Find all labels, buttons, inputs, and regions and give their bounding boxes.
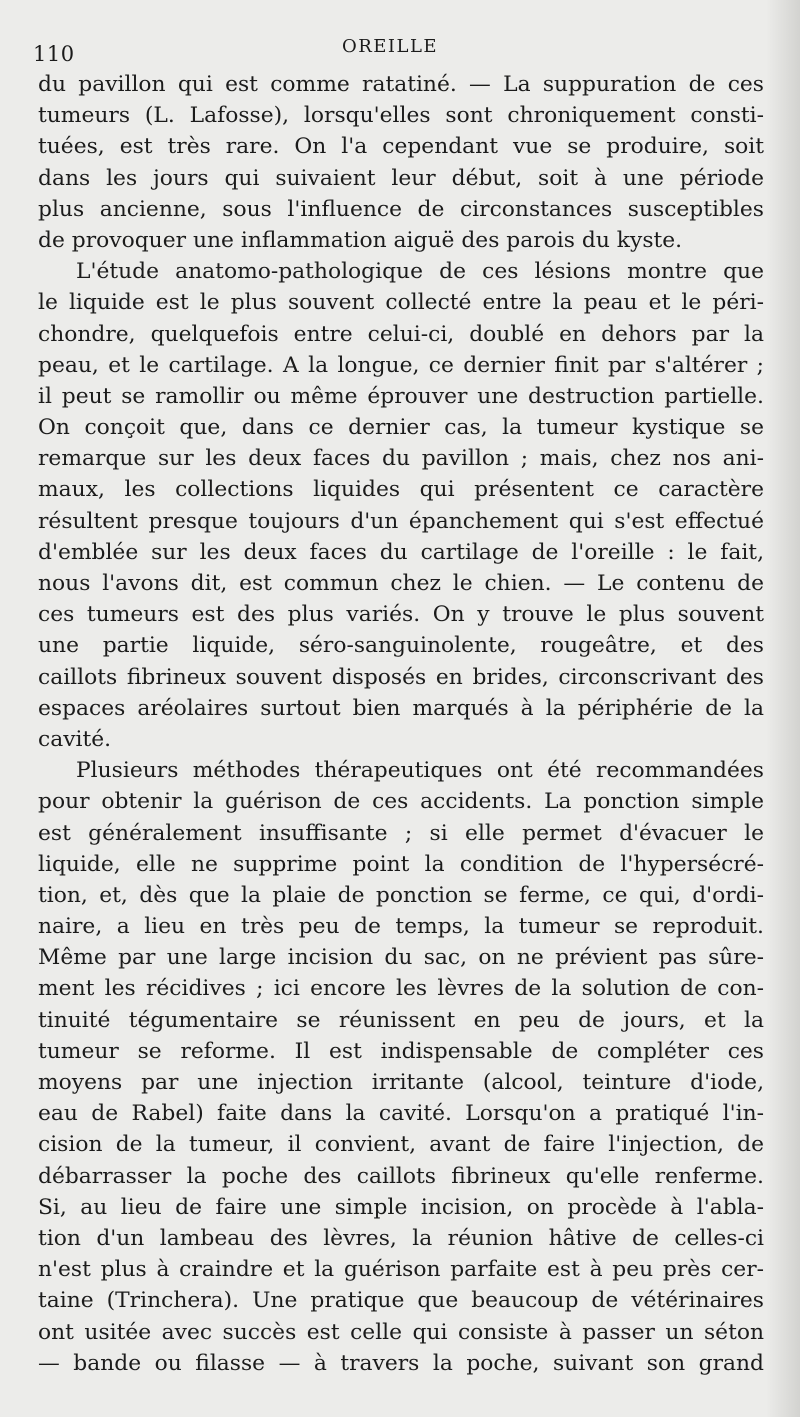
text-line: On conçoit que, dans ce dernier cas, la tumeur kystique se [38,415,764,441]
text-line: tion, et, dès que la plaie de ponction se ferme, ce qui, d'ordi- [38,882,764,908]
text-line: il peut se ramollir ou même éprouver une destruction partielle. [38,383,764,409]
text-line: ces tumeurs est des plus variés. On y trouve le plus souvent [38,602,764,628]
text-line: taine (Trinchera). Une pratique que beaucoup de vétérinaires [38,1288,764,1314]
text-line: moyens par une injection irritante (alcool, teinture d'iode, [38,1070,764,1095]
text-line: tumeurs (L. Lafosse), lorsqu'elles sont chroniquement consti- [38,103,764,129]
text-line: tuées, est très rare. On l'a cependant vue se produire, soit [38,134,764,160]
text-line: ont usitée avec succès est celle qui consiste à passer un séton [38,1319,764,1345]
text-line: de provoquer une inflammation aiguë des parois du kyste. [38,227,683,253]
text-line: espaces aréolaires surtout bien marqués à la périphérie de la [38,695,764,721]
text-line: débarrasser la poche des caillots fibrineux qu'elle renferme. [38,1163,764,1189]
text-line: ment les récidives ; ici encore les lèvres de la solution de con- [38,976,764,1002]
text-line: dans les jours qui suivaient leur début, soit à une période [38,165,764,191]
page-edge-shadow [766,0,800,1417]
text-line: peau, et le cartilage. A la longue, ce dernier finit par s'altérer ; [38,352,764,378]
text-line: nous l'avons dit, est commun chez le chien. — Le contenu de [38,571,764,596]
running-title: OREILLE [341,36,439,57]
text-line: chondre, quelquefois entre celui-ci, doublé en dehors par la [38,321,764,347]
text-line: résultent presque toujours d'un épanchement qui s'est effectué [38,508,764,534]
text-line: n'est plus à craindre et la guérison parfaite est à peu près cer- [38,1257,764,1283]
text-line: du pavillon qui est comme ratatiné. — La suppuration de ces [38,72,764,97]
text-line: une partie liquide, séro-sanguinolente, rougeâtre, et des [38,633,764,659]
text-line: — bande ou filasse — à travers la poche, suivant son grand [38,1350,764,1376]
text-line: Si, au lieu de faire une simple incision, on procède à l'abla- [38,1194,764,1220]
page-number: 110 [33,42,75,66]
text-line: maux, les collections liquides qui présentent ce caractère [38,477,764,503]
body-text [38,69,764,1379]
text-line: Plusieurs méthodes thérapeutiques ont été recommandées [76,758,764,784]
text-line: tumeur se reforme. Il est indispensable de compléter ces [38,1038,764,1064]
text-line: eau de Rabel) faite dans la cavité. Lorsqu'on a pratiqué l'in- [38,1101,764,1127]
text-line: caillots fibrineux souvent disposés en brides, circonscrivant des [38,664,764,690]
text-line: le liquide est le plus souvent collecté entre la peau et le péri- [38,290,764,316]
text-line: d'emblée sur les deux faces du cartilage de l'oreille : le fait, [38,539,764,565]
text-line: tion d'un lambeau des lèvres, la réunion hâtive de celles-ci [38,1225,764,1251]
text-line: cision de la tumeur, il convient, avant de faire l'injection, de [38,1132,764,1158]
text-line: Même par une large incision du sac, on ne prévient pas sûre- [38,945,764,971]
text-line: liquide, elle ne supprime point la condition de l'hypersécré- [38,851,764,877]
text-line: tinuité tégumentaire se réunissent en peu de jours, et la [38,1007,764,1033]
text-line: plus ancienne, sous l'influence de circonstances susceptibles [38,196,764,222]
text-line: cavité. [38,726,112,752]
text-line: naire, a lieu en très peu de temps, la tumeur se reproduit. [38,914,764,940]
paragraph [38,69,764,256]
text-line: est généralement insuffisante ; si elle permet d'évacuer le [38,820,764,846]
text-line: pour obtenir la guérison de ces accidents. La ponction simple [38,789,764,815]
text-line: L'étude anatomo-pathologique de ces lésions montre que [76,259,764,285]
paragraph [38,256,764,755]
text-line: remarque sur les deux faces du pavillon ; mais, chez nos ani- [38,446,764,472]
paragraph [38,755,764,1379]
